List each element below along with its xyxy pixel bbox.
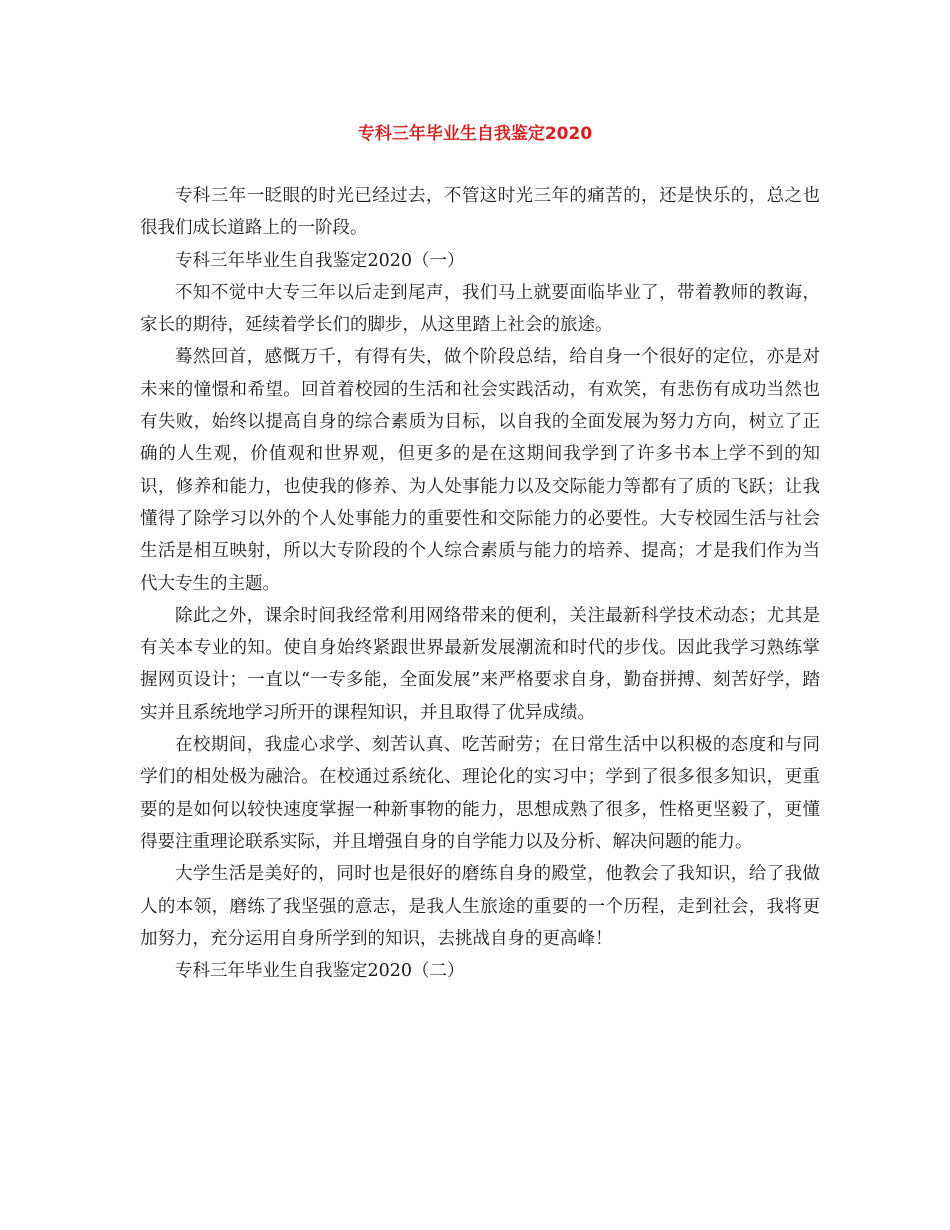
paragraph: 蓦然回首，感慨万千，有得有失，做个阶段总结，给自身一个很好的定位，亦是对未来的憧憬和希望。回首着校园的生活和社会实践活动，有欢笑，有悲伤有成功当然也有失败，始终以提高自身的综合素质为目标，以自我的全面发展为努力方向，树立了正确的人生观，价值观和世界观，但更多的是在这期间我学到了许多书本上学不到的知识，修养和能力，也使我的修养、为人处事能力以及交际能力等都有了质的飞跃；让我懂得了除学习以外的个人处事能力的重要性和交际能力的必要性。大专校园生活与社会生活是相互映射，所以大专阶段的个人综合素质与能力的培养、提高；才是我们作为当代大专生的主题。	[140, 347, 820, 594]
paragraph: 大学生活是美好的，同时也是很好的磨练自身的殿堂，他教会了我知识，给了我做人的本领，磨练了我坚强的意志，是我人生旅途的重要的一个历程，走到社会，我将更加努力，充分运用自身所学到的知识，去挑战自身的更高峰！	[140, 864, 820, 949]
paragraph: 在校期间，我虚心求学、刻苦认真、吃苦耐劳；在日常生活中以积极的态度和与同学们的相处极为融洽。在校通过系统化、理论化的实习中；学到了很多很多知识，更重要的是如何以较快速度掌握一种新事物的能力，思想成熟了很多，性格更坚毅了，更懂得要注重理论联系实际，并且增强自身的自学能力以及分析、解决问题的能力。	[140, 735, 820, 852]
section-heading-2: 专科三年毕业生自我鉴定2020（二）	[175, 961, 465, 982]
paragraph: 除此之外，课余时间我经常利用网络带来的便利，关注最新科学技术动态；尤其是有关本专业的知。使自身始终紧跟世界最新发展潮流和时代的步伐。因此我学习熟练掌握网页设计；一直以“一专多能，全面发展”来严格要求自身，勤奋拼搏、刻苦好学，踏实并且系统地学习所开的课程知识，并且取得了优异成绩。	[140, 605, 820, 723]
paragraph: 不知不觉中大专三年以后走到尾声，我们马上就要面临毕业了，带着教师的教诲，家长的期待，延续着学长们的脚步，从这里踏上社会的旅途。	[140, 282, 820, 336]
document-body	[140, 180, 820, 987]
paragraph-intro: 专科三年一眨眼的时光已经过去，不管这时光三年的痛苦的，还是快乐的，总之也很我们成长道路上的一阶段。	[140, 186, 820, 239]
document-title: 专科三年毕业生自我鉴定2020	[357, 124, 593, 144]
section-heading-1: 专科三年毕业生自我鉴定2020（一）	[175, 250, 465, 271]
